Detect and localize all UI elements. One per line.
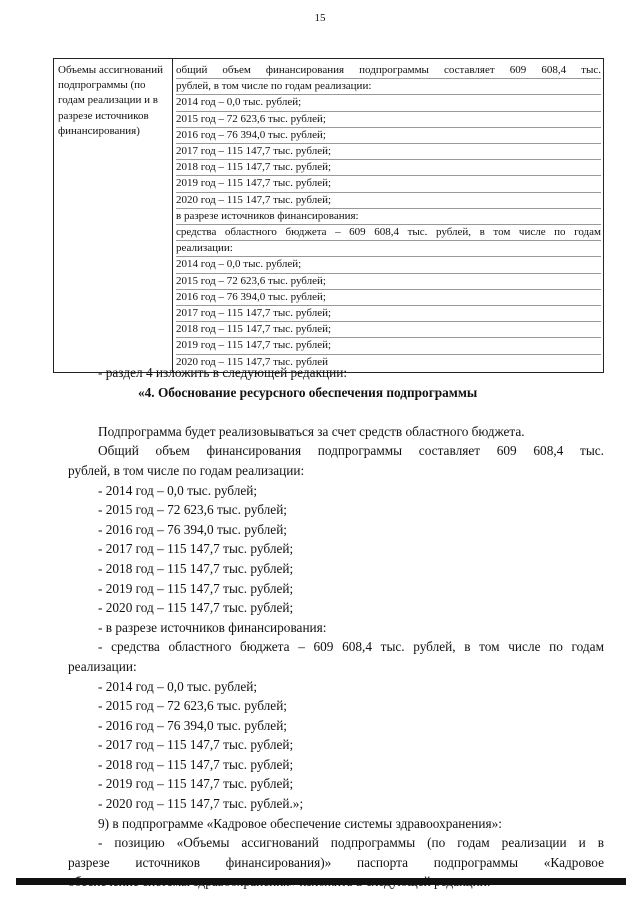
passport-line: 2016 год – 76 394,0 тыс. рублей; bbox=[176, 290, 601, 306]
page-number: 15 bbox=[314, 12, 326, 24]
scan-edge-bar bbox=[16, 878, 626, 885]
list-item: - 2017 год – 115 147,7 тыс. рублей; bbox=[98, 737, 294, 753]
list-item: - 2014 год – 0,0 тыс. рублей; bbox=[98, 482, 258, 498]
passport-line: 2014 год – 0,0 тыс. рублей; bbox=[176, 95, 601, 111]
regional-budget-line-1: - средства областного бюджета – 609 608,4 тыс. рублей, в том числе по годам bbox=[98, 639, 604, 655]
item-9-text-line-2: разрезе источников финансирования)» паспорта подпрограммы «Кадровое bbox=[68, 854, 604, 870]
list-item: - 2014 год – 0,0 тыс. рублей; bbox=[98, 678, 258, 694]
passport-line: в разрезе источников финансирования: bbox=[176, 209, 601, 225]
passport-table bbox=[53, 58, 604, 373]
passport-line: 2018 год – 115 147,7 тыс. рублей; bbox=[176, 322, 601, 338]
passport-line: 2019 год – 115 147,7 тыс. рублей; bbox=[176, 176, 601, 192]
section-heading: «4. Обоснование ресурсного обеспечения подпрограммы bbox=[138, 384, 478, 400]
list-item: - 2016 год – 76 394,0 тыс. рублей; bbox=[98, 717, 288, 733]
list-item: - 2019 год – 115 147,7 тыс. рублей; bbox=[98, 776, 294, 792]
list-item: - 2020 год – 115 147,7 тыс. рублей; bbox=[98, 600, 294, 616]
paragraph-2-line-2: рублей, в том числе по годам реализации: bbox=[68, 462, 305, 478]
document-body bbox=[68, 363, 604, 892]
passport-line: средства областного бюджета – 609 608,4 тыс. рублей, в том числе по годам bbox=[176, 225, 601, 241]
sources-intro: - в разрезе источников финансирования: bbox=[98, 619, 327, 635]
passport-line: 2015 год – 72 623,6 тыс. рублей; bbox=[176, 274, 601, 290]
passport-line: 2019 год – 115 147,7 тыс. рублей; bbox=[176, 338, 601, 354]
passport-content bbox=[173, 59, 604, 373]
list-item: - 2015 год – 72 623,6 тыс. рублей; bbox=[98, 502, 288, 518]
list-item: - 2017 год – 115 147,7 тыс. рублей; bbox=[98, 541, 294, 557]
passport-line: 2017 год – 115 147,7 тыс. рублей; bbox=[176, 306, 601, 322]
paragraph-1: Подпрограмма будет реализовываться за счет средств областного бюджета. bbox=[98, 423, 525, 439]
passport-line: 2017 год – 115 147,7 тыс. рублей; bbox=[176, 144, 601, 160]
passport-line: 2018 год – 115 147,7 тыс. рублей; bbox=[176, 160, 601, 176]
paragraph-2-line-1: Общий объем финансирования подпрограммы составляет 609 608,4 тыс. bbox=[98, 443, 604, 459]
passport-line: реализации: bbox=[176, 241, 601, 257]
passport-line: 2020 год – 115 147,7 тыс. рублей bbox=[176, 355, 328, 368]
list-item: - 2019 год – 115 147,7 тыс. рублей; bbox=[98, 580, 294, 596]
passport-line: 2014 год – 0,0 тыс. рублей; bbox=[176, 257, 601, 273]
list-item: - 2018 год – 115 147,7 тыс. рублей; bbox=[98, 756, 294, 772]
item-9-text-line-1: - позицию «Объемы ассигнований подпрограммы (по годам реализации и в bbox=[98, 835, 604, 851]
item-9: 9) в подпрограмме «Кадровое обеспечение системы здравоохранения»: bbox=[98, 815, 502, 831]
regional-budget-line-2: реализации: bbox=[68, 658, 137, 674]
passport-line: 2015 год – 72 623,6 тыс. рублей; bbox=[176, 112, 601, 128]
list-item: - 2015 год – 72 623,6 тыс. рублей; bbox=[98, 698, 288, 714]
passport-line: 2020 год – 115 147,7 тыс. рублей; bbox=[176, 193, 601, 209]
list-item: - 2016 год – 76 394,0 тыс. рублей; bbox=[98, 521, 288, 537]
section-intro: - раздел 4 изложить в следующей редакции: bbox=[98, 365, 348, 380]
table-row bbox=[54, 59, 604, 373]
list-item: - 2020 год – 115 147,7 тыс. рублей.»; bbox=[98, 796, 304, 812]
passport-label: Объемы ассигнований подпрограммы (по годам реализации и в разрезе источников финансирования) bbox=[54, 59, 173, 373]
passport-line: 2016 год – 76 394,0 тыс. рублей; bbox=[176, 128, 601, 144]
passport-line: общий объем финансирования подпрограммы составляет 609 608,4 тыс. bbox=[176, 63, 601, 79]
list-item: - 2018 год – 115 147,7 тыс. рублей; bbox=[98, 560, 294, 576]
passport-line: рублей, в том числе по годам реализации: bbox=[176, 79, 601, 95]
